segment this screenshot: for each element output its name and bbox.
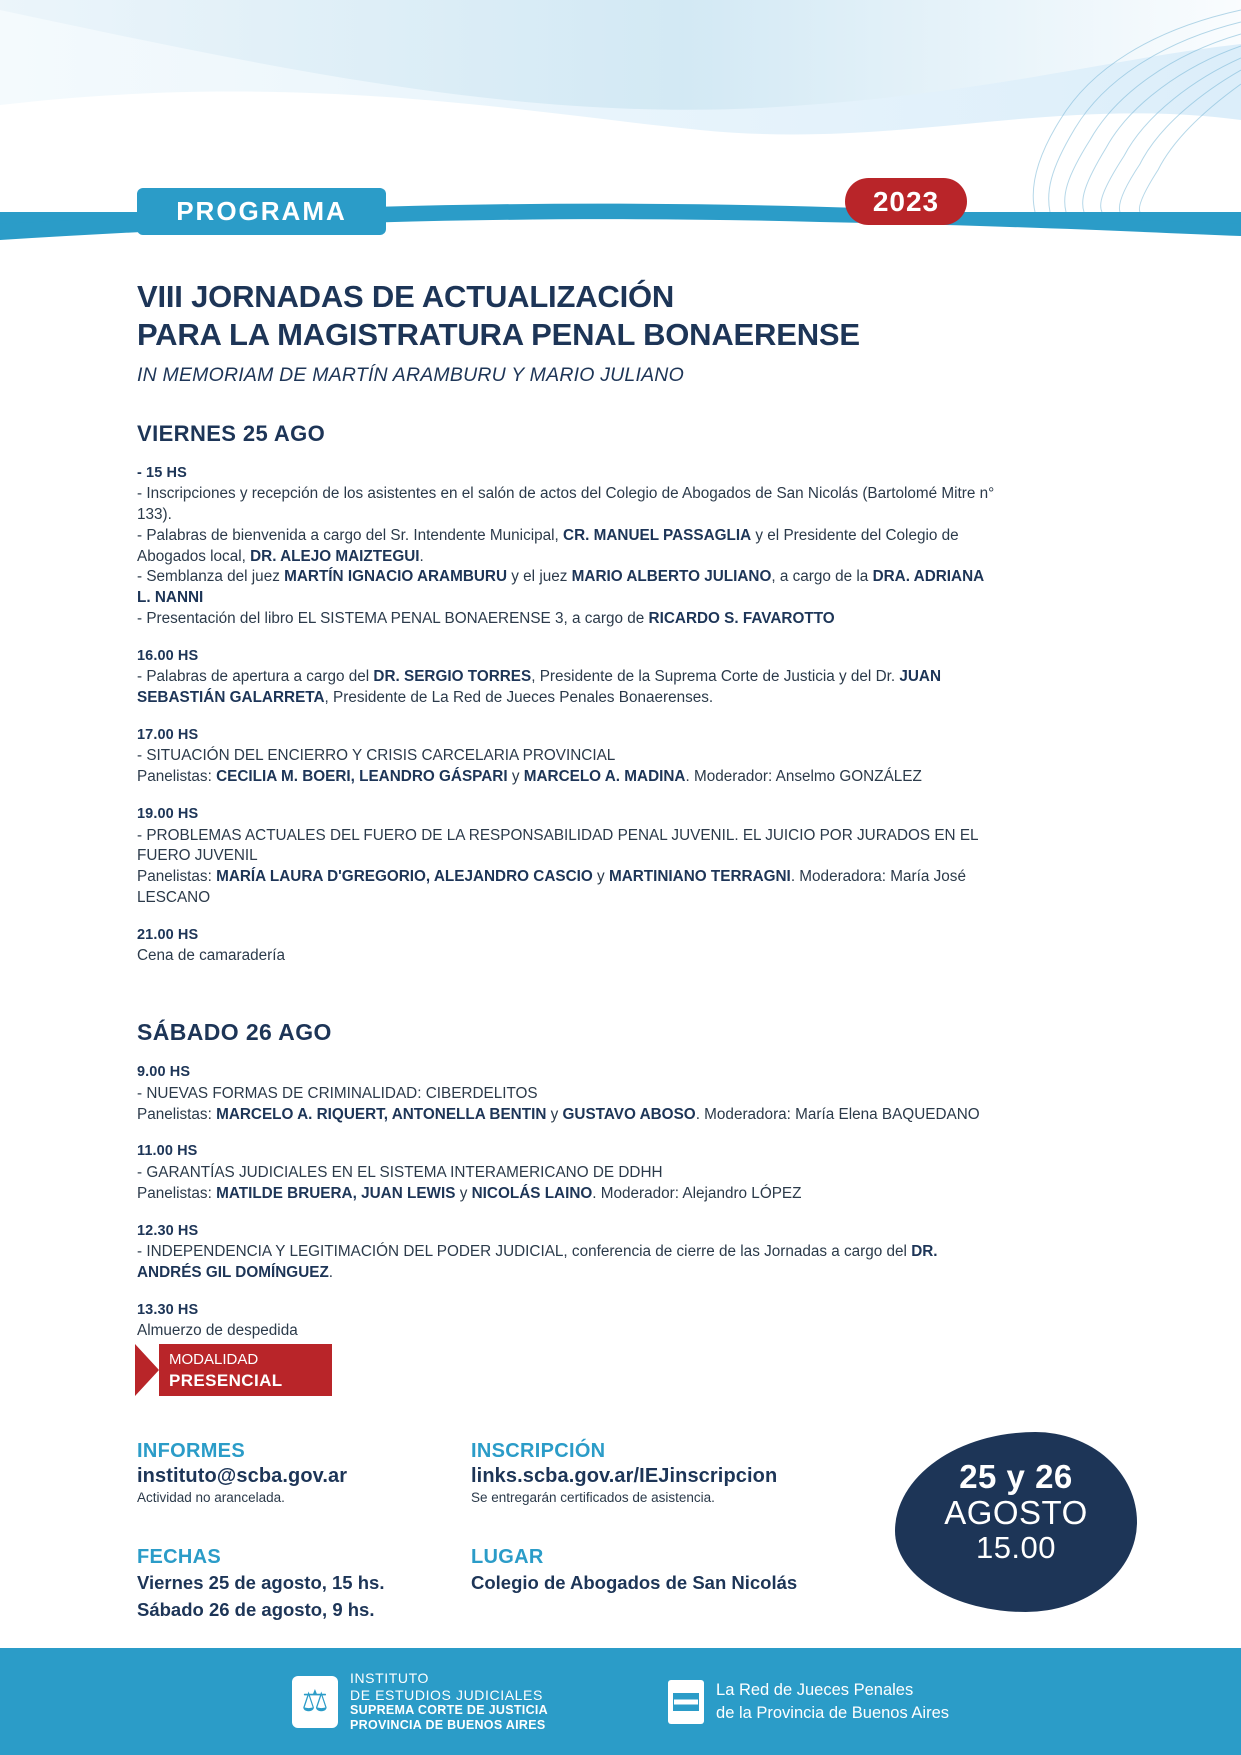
modalidad-ribbon	[135, 1344, 332, 1396]
informes-block	[137, 1440, 437, 1505]
schedule-line: Panelistas: MATILDE BRUERA, JUAN LEWIS y NICOLÁS LAINO. Moderador: Alejandro LÓPEZ	[137, 1184, 802, 1202]
schedule-line: - Semblanza del juez MARTÍN IGNACIO ARAMBURU y el juez MARIO ALBERTO JULIANO, a cargo de la DRA. ADRIANA L. NANNI	[137, 568, 984, 607]
footer-bar	[0, 1648, 1241, 1755]
schedule-line: Almuerzo de despedida	[137, 1322, 298, 1340]
page-subtitle: IN MEMORIAM DE MARTÍN ARAMBURU Y MARIO JULIANO	[137, 363, 684, 386]
informes-header: INFORMES	[137, 1440, 245, 1462]
schedule-block	[137, 926, 997, 967]
schedule-lines	[137, 946, 997, 967]
schedule-line: Cena de camaradería	[137, 947, 285, 965]
title-line-1: VIII JORNADAS DE ACTUALIZACIÓN	[137, 279, 675, 314]
schedule-line: - Palabras de bienvenida a cargo del Sr. Intendente Municipal, CR. MANUEL PASSAGLIA y el Presidente del Colegio de Abogados local, DR. ALEJO MAIZTEGUI.	[137, 526, 959, 565]
date-blob-line-1: 25 y 26	[959, 1458, 1073, 1495]
schedule-days	[137, 421, 997, 1342]
fechas-block	[137, 1546, 437, 1623]
buenos-aires-flag-icon	[668, 1680, 704, 1724]
fechas-line-1: Viernes 25 de agosto, 15 hs.	[137, 1572, 385, 1593]
schedule-block	[137, 647, 997, 709]
schedule-time: - 15 HS	[137, 464, 187, 481]
schedule-line: - GARANTÍAS JUDICIALES EN EL SISTEMA INTERAMERICANO DE DDHH	[137, 1163, 663, 1181]
schedule-lines	[137, 746, 997, 788]
footer-iej-line-1: INSTITUTO	[349, 1670, 430, 1687]
schedule-time: 21.00 HS	[137, 926, 199, 943]
schedule-lines	[137, 826, 997, 909]
schedule-block	[137, 1301, 997, 1342]
inscripcion-link[interactable]: links.scba.gov.ar/IEJinscripcion	[471, 1465, 778, 1487]
schedule-block	[137, 1142, 997, 1204]
schedule-line: Panelistas: CECILIA M. BOERI, LEANDRO GÁSPARI y MARCELO A. MADINA. Moderador: Anselmo GONZÁLEZ	[137, 768, 922, 786]
day-heading: VIERNES 25 AGO	[137, 420, 326, 446]
program-content	[137, 278, 997, 1342]
schedule-block	[137, 464, 997, 630]
footer-red-text	[716, 1679, 949, 1724]
day-heading: SÁBADO 26 AGO	[137, 1019, 332, 1046]
ribbon-text	[169, 1351, 283, 1391]
title-line-2: PARA LA MAGISTRATURA PENAL BONAERENSE	[137, 316, 860, 352]
schedule-time: 16.00 HS	[137, 647, 199, 664]
schedule-lines	[137, 1242, 997, 1284]
schedule-time: 19.00 HS	[137, 806, 199, 823]
footer-org-iej	[292, 1670, 548, 1733]
schedule-lines	[137, 1084, 997, 1126]
year-badge: 2023	[845, 178, 967, 225]
programa-badge: PROGRAMA	[137, 188, 386, 235]
footer-org-red	[668, 1679, 949, 1724]
schedule-line: Panelistas: MARCELO A. RIQUERT, ANTONELLA BENTIN y GUSTAVO ABOSO. Moderadora: María Elena BAQUEDANO	[137, 1105, 980, 1123]
schedule-time: 17.00 HS	[137, 726, 199, 743]
ribbon-line-2: PRESENCIAL	[169, 1370, 283, 1390]
schedule-line: - Inscripciones y recepción de los asistentes en el salón de actos del Colegio de Abogados de San Nicolás (Bartolomé Mitre n° 133).	[137, 485, 995, 523]
informes-email[interactable]: instituto@scba.gov.ar	[137, 1465, 348, 1487]
schedule-lines	[137, 667, 997, 709]
fechas-header: FECHAS	[137, 1546, 222, 1568]
footer-iej-line-4: PROVINCIA DE BUENOS AIRES	[349, 1718, 546, 1733]
page-title	[137, 278, 997, 354]
lugar-value: Colegio de Abogados de San Nicolás	[471, 1572, 798, 1593]
footer-org-iej-text	[350, 1670, 548, 1733]
footer-red-line-1: La Red de Jueces Penales	[716, 1681, 914, 1700]
lugar-header: LUGAR	[471, 1546, 544, 1568]
date-blob-line-3: 15.00	[975, 1529, 1057, 1565]
schedule-block	[137, 805, 997, 909]
schedule-time: 11.00 HS	[137, 1143, 198, 1160]
schedule-time: 9.00 HS	[137, 1064, 191, 1081]
schedule-lines	[137, 484, 997, 630]
schedule-line: Panelistas: MARÍA LAURA D'GREGORIO, ALEJANDRO CASCIO y MARTINIANO TERRAGNI. Moderadora: María José LESCANO	[137, 868, 966, 907]
schedule-block	[137, 1222, 997, 1284]
fechas-line-2: Sábado 26 de agosto, 9 hs.	[137, 1598, 375, 1620]
court-seal-icon: ⚖	[292, 1676, 338, 1728]
schedule-time: 12.30 HS	[137, 1222, 199, 1239]
inscripcion-block	[471, 1440, 851, 1505]
ribbon-line-1: MODALIDAD	[169, 1351, 259, 1368]
schedule-line: - NUEVAS FORMAS DE CRIMINALIDAD: CIBERDELITOS	[137, 1084, 538, 1102]
inscripcion-note: Se entregarán certificados de asistencia.	[471, 1490, 715, 1505]
schedule-lines	[137, 1321, 997, 1342]
footer-iej-line-3: SUPREMA CORTE DE JUSTICIA	[349, 1703, 549, 1718]
informes-note: Actividad no arancelada.	[137, 1490, 285, 1505]
schedule-line: - SITUACIÓN DEL ENCIERRO Y CRISIS CARCELARIA PROVINCIAL	[137, 747, 616, 765]
lugar-block	[471, 1546, 891, 1596]
schedule-lines	[137, 1163, 997, 1205]
schedule-block	[137, 726, 997, 788]
schedule-line: - INDEPENDENCIA Y LEGITIMACIÓN DEL PODER JUDICIAL, conferencia de cierre de las Jornadas a cargo del DR. ANDRÉS GIL DOMÍNGUEZ.	[137, 1243, 938, 1281]
inscripcion-header: INSCRIPCIÓN	[471, 1440, 606, 1462]
schedule-time: 13.30 HS	[137, 1301, 199, 1318]
date-blob	[895, 1432, 1137, 1612]
date-blob-line-2: AGOSTO	[944, 1493, 1088, 1531]
footer-iej-line-2: DE ESTUDIOS JUDICIALES	[349, 1686, 543, 1703]
footer-red-line-2: de la Provincia de Buenos Aires	[716, 1703, 949, 1722]
schedule-line: - Palabras de apertura a cargo del DR. SERGIO TORRES, Presidente de la Suprema Corte de Justicia y del Dr. JUAN SEBASTIÁN GALARRETA, Presidente de La Red de Jueces Penales Bonaerenses.	[137, 668, 942, 707]
ribbon-notch-icon	[135, 1344, 159, 1396]
schedule-block	[137, 1063, 997, 1125]
schedule-line: - Presentación del libro EL SISTEMA PENAL BONAERENSE 3, a cargo de RICARDO S. FAVAROTTO	[137, 609, 835, 627]
schedule-line: - PROBLEMAS ACTUALES DEL FUERO DE LA RESPONSABILIDAD PENAL JUVENIL. EL JUICIO POR JURADOS EN EL FUERO JUVENIL	[137, 826, 978, 865]
